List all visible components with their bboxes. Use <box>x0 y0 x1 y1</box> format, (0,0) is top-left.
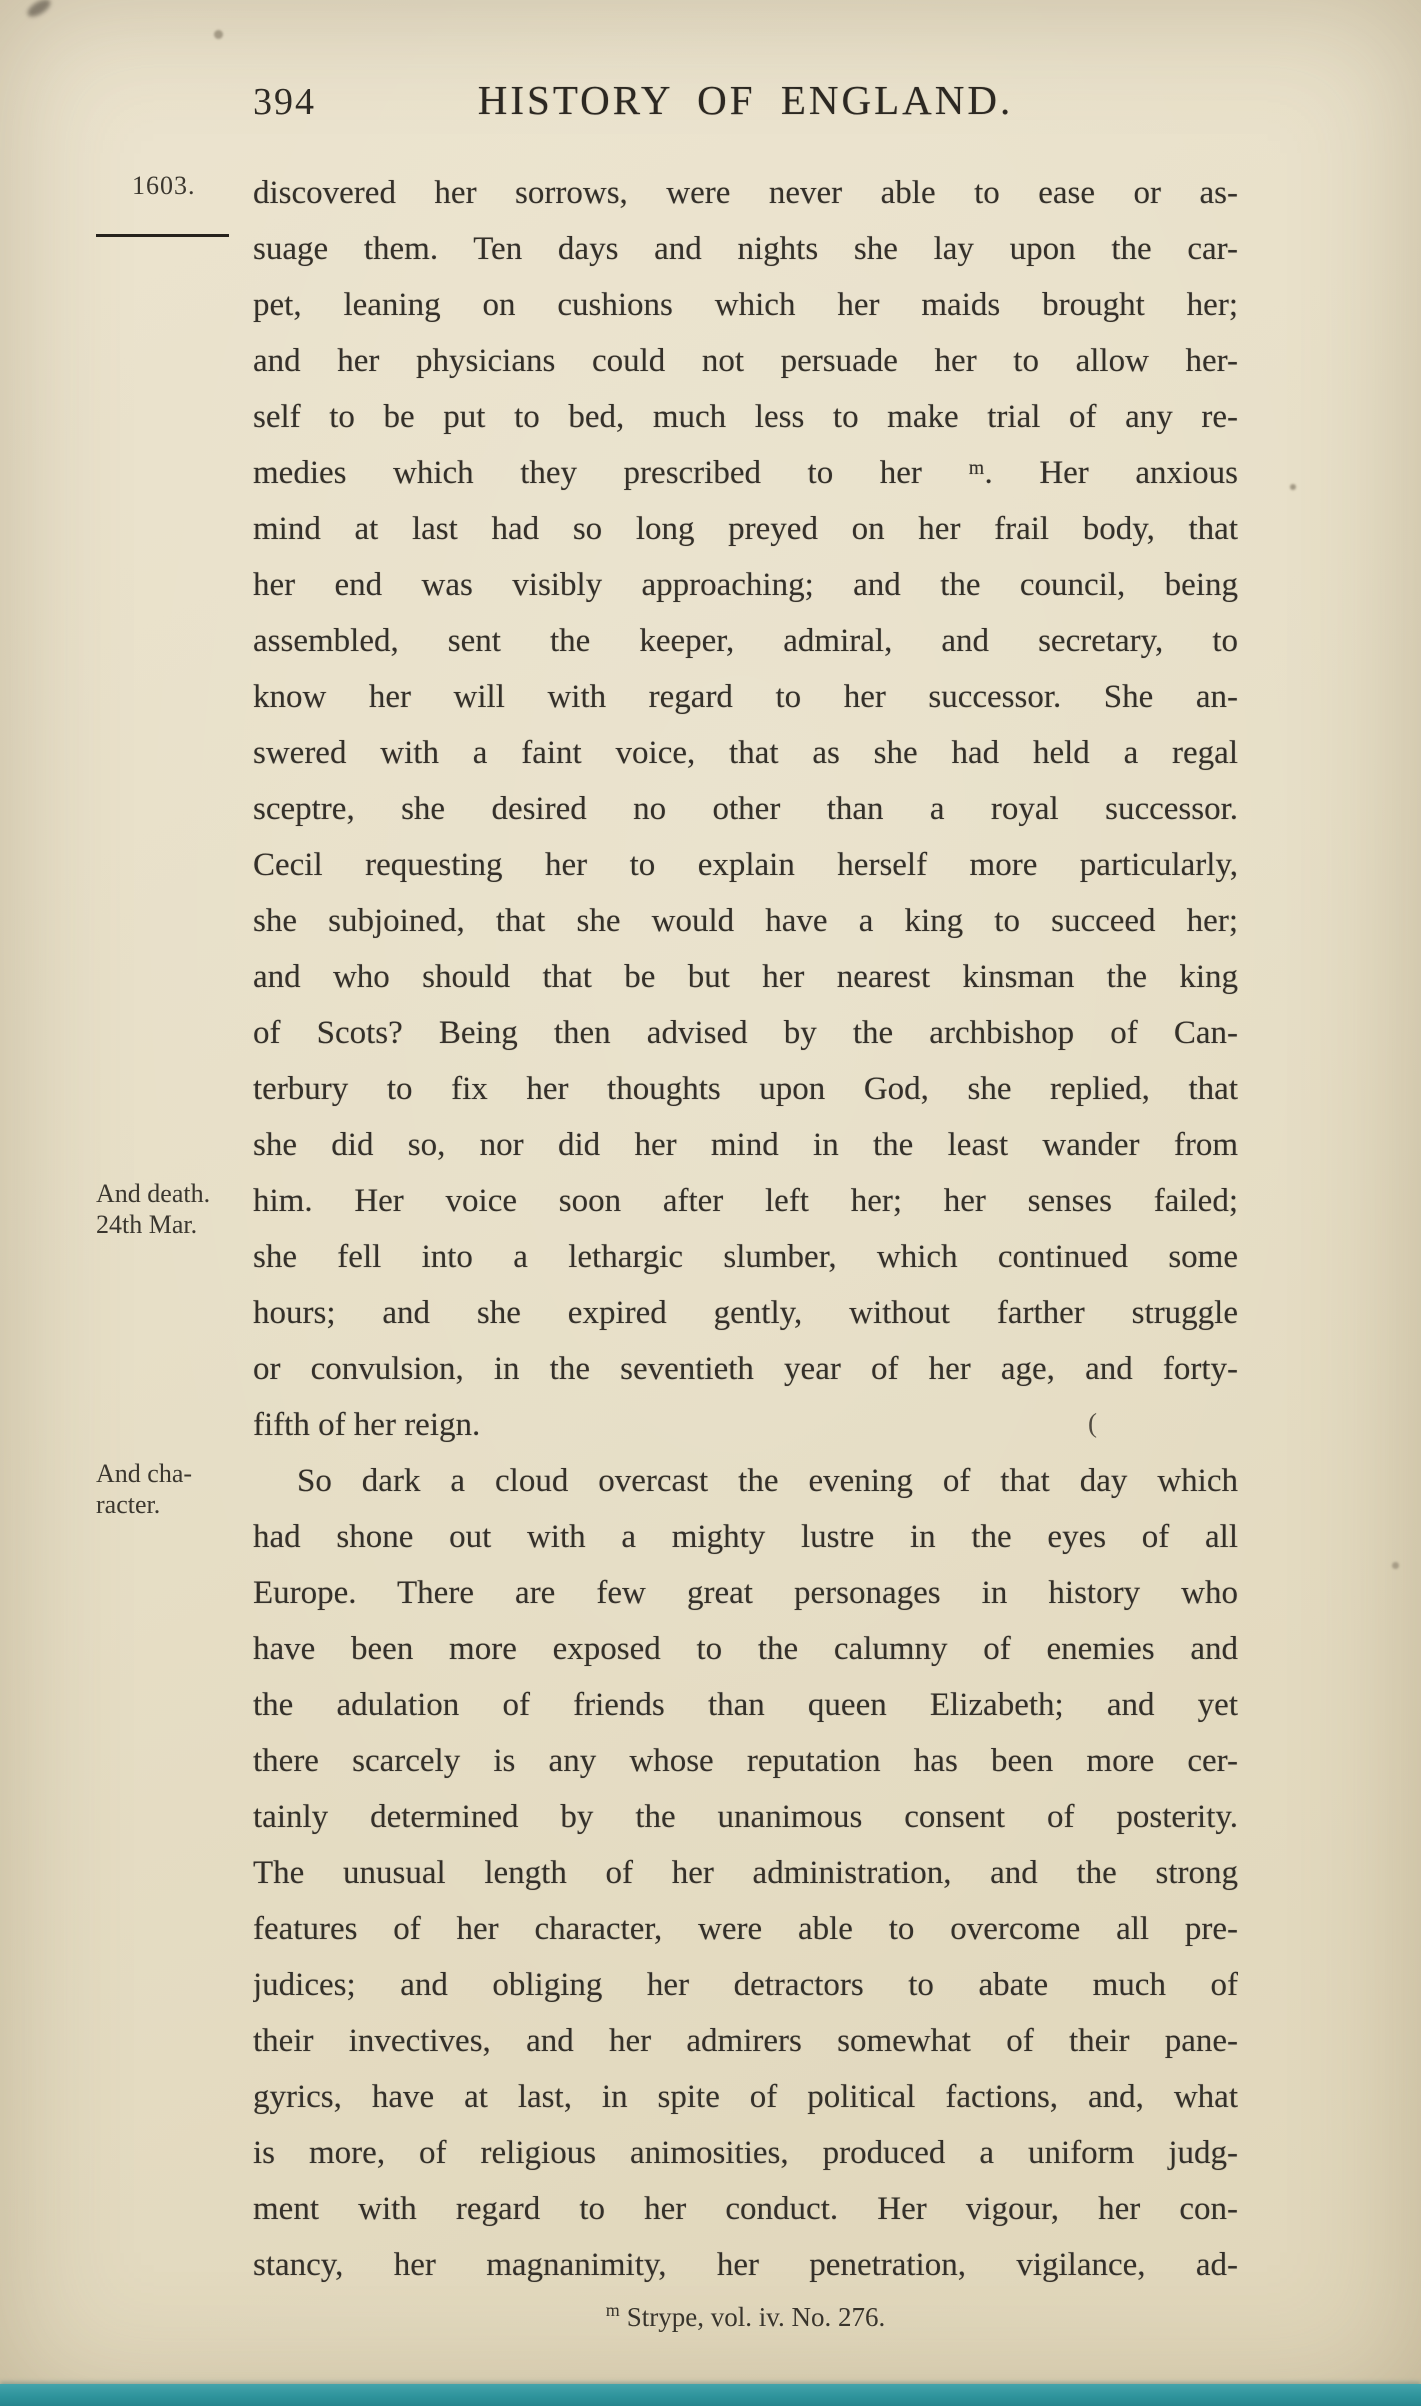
text-line: judices; and obliging her detractors to abate much of <box>253 1967 1238 2003</box>
margin-note-character-line2: racter. <box>96 1490 161 1519</box>
text-line: fifth of her reign. <box>253 1407 481 1443</box>
text-line: had shone out with a mighty lustre in the eyes of all <box>253 1519 1238 1555</box>
margin-note-character-line1: And cha- <box>96 1459 193 1488</box>
text-line: ment with regard to her conduct. Her vigour, her con- <box>253 2191 1238 2227</box>
text-line: is more, of religious animosities, produced a uniform judg- <box>253 2135 1238 2171</box>
scan-artifact-speck <box>214 30 223 39</box>
text-line: she did so, nor did her mind in the least wander from <box>253 1127 1238 1163</box>
text-line: assembled, sent the keeper, admiral, and secretary, to <box>253 623 1238 659</box>
text-line: self to be put to bed, much less to make trial of any re- <box>253 399 1238 435</box>
text-line: Europe. There are few great personages in history who <box>253 1575 1238 1611</box>
text-line: know her will with regard to her successor. She an- <box>253 679 1238 715</box>
text-line: features of her character, were able to overcome all pre- <box>253 1911 1238 1947</box>
text-line: and her physicians could not persuade her to allow her- <box>253 343 1238 379</box>
text-line: she fell into a lethargic slumber, which continued some <box>253 1239 1238 1275</box>
margin-note-death-line1: And death. <box>96 1179 211 1208</box>
text-line: or convulsion, in the seventieth year of her age, and forty- <box>253 1351 1238 1387</box>
scan-artifact-stray-mark: ( <box>1088 1408 1097 1438</box>
margin-note-year: 1603. <box>132 171 196 200</box>
text-line: of Scots? Being then advised by the archbishop of Can- <box>253 1015 1238 1051</box>
text-line: tainly determined by the unanimous consent of posterity. <box>253 1799 1238 1835</box>
text-line: pet, leaning on cushions which her maids brought her; <box>253 287 1238 323</box>
text-line: stancy, her magnanimity, her penetration, vigilance, ad- <box>253 2247 1238 2283</box>
text-line: there scarcely is any whose reputation has been more cer- <box>253 1743 1238 1779</box>
scan-artifact-speck <box>1290 484 1296 490</box>
footnote-text: Strype, vol. iv. No. 276. <box>626 2302 886 2332</box>
text-line: gyrics, have at last, in spite of political factions, and, what <box>253 2079 1238 2115</box>
text-line: she subjoined, that she would have a king to succeed her; <box>253 903 1238 939</box>
body-text <box>253 165 1238 2293</box>
text-line: mind at last had so long preyed on her frail body, that <box>253 511 1238 547</box>
text-line: him. Her voice soon after left her; her senses failed; <box>253 1183 1238 1219</box>
text-line: have been more exposed to the calumny of enemies and <box>253 1631 1238 1667</box>
text-line: the adulation of friends than queen Elizabeth; and yet <box>253 1687 1238 1723</box>
text-line: her end was visibly approaching; and the council, being <box>253 567 1238 603</box>
text-line: and who should that be but her nearest kinsman the king <box>253 959 1238 995</box>
scan-artifact-speck <box>1392 1562 1399 1569</box>
margin-note-death <box>96 1178 248 1240</box>
text-line: hours; and she expired gently, without farther struggle <box>253 1295 1238 1331</box>
text-line: suage them. Ten days and nights she lay upon the car- <box>253 231 1238 267</box>
text-line: their invectives, and her admirers somewhat of their pane- <box>253 2023 1238 2059</box>
text-line: Cecil requesting her to explain herself more particularly, <box>253 847 1238 883</box>
footnote-marker: m <box>605 2300 620 2320</box>
page-header <box>253 76 1238 128</box>
text-line: sceptre, she desired no other than a royal successor. <box>253 791 1238 827</box>
scan-bottom-bar <box>0 2384 1421 2406</box>
scan-artifact-smudge <box>25 0 53 20</box>
margin-note-character <box>96 1458 248 1520</box>
text-line: swered with a faint voice, that as she had held a regal <box>253 735 1238 771</box>
footnote <box>253 2300 1238 2333</box>
margin-note-rule <box>96 234 229 237</box>
margin-note-death-line2: 24th Mar. <box>96 1210 198 1239</box>
running-title: HISTORY OF ENGLAND. <box>477 77 1014 123</box>
text-line: The unusual length of her administration, and the strong <box>253 1855 1238 1891</box>
page-number: 394 <box>253 81 316 123</box>
text-line: terbury to fix her thoughts upon God, she replied, that <box>253 1071 1238 1107</box>
text-line: So dark a cloud overcast the evening of that day which <box>297 1463 1238 1499</box>
text-line: discovered her sorrows, were never able to ease or as- <box>253 175 1238 211</box>
text-line: medies which they prescribed to her ᵐ. Her anxious <box>253 455 1238 491</box>
